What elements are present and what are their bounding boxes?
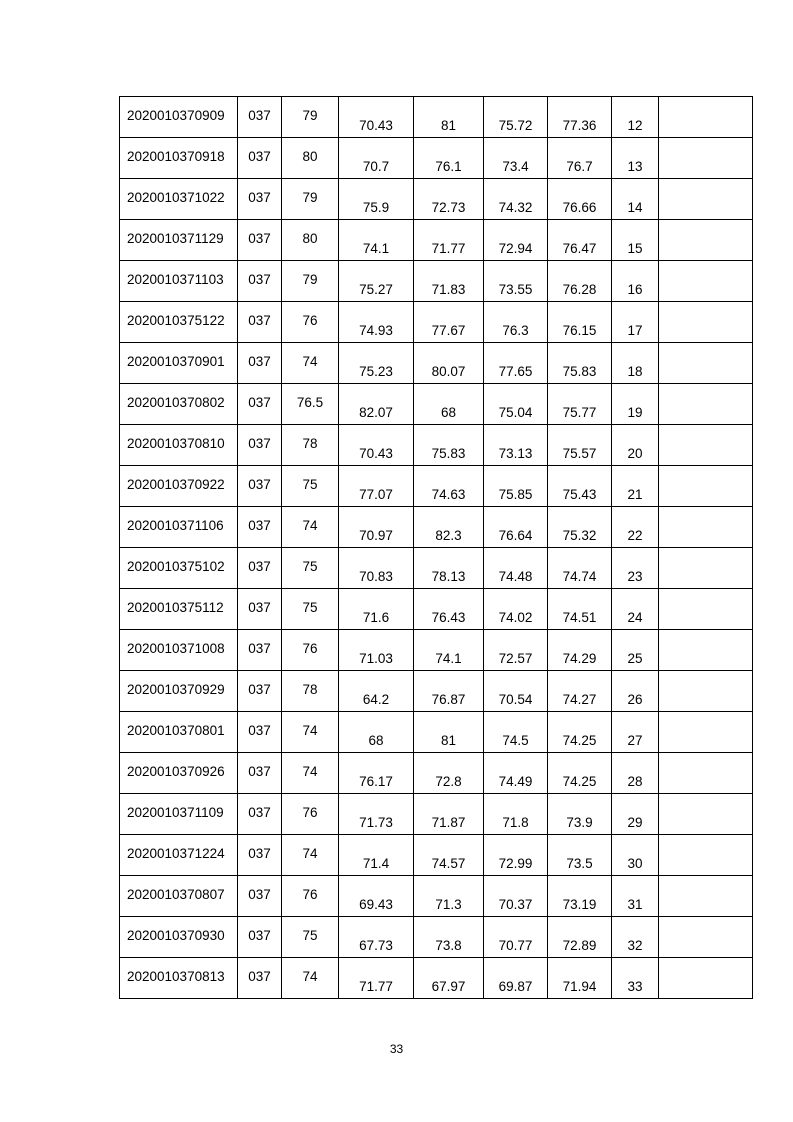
exam-id-cell: 2020010375112 <box>120 589 238 630</box>
score-b-cell: 74.1 <box>339 220 414 261</box>
total-score-cell: 72.89 <box>548 917 612 958</box>
remark-cell <box>659 548 753 589</box>
exam-id-cell: 2020010375102 <box>120 548 238 589</box>
rank-cell: 22 <box>612 507 659 548</box>
rank-cell: 29 <box>612 794 659 835</box>
score-c-cell: 76.1 <box>414 138 484 179</box>
total-score-cell: 74.29 <box>548 630 612 671</box>
score-d-cell: 75.72 <box>484 97 548 138</box>
score-a-cell: 76 <box>282 630 339 671</box>
exam-id-cell: 2020010370810 <box>120 425 238 466</box>
code-cell: 037 <box>238 97 282 138</box>
table-row <box>120 97 753 138</box>
code-cell: 037 <box>238 179 282 220</box>
table-row <box>120 343 753 384</box>
code-cell: 037 <box>238 425 282 466</box>
code-cell: 037 <box>238 384 282 425</box>
score-a-cell: 79 <box>282 97 339 138</box>
total-score-cell: 77.36 <box>548 97 612 138</box>
score-d-cell: 73.55 <box>484 261 548 302</box>
total-score-cell: 76.66 <box>548 179 612 220</box>
remark-cell <box>659 466 753 507</box>
rank-cell: 32 <box>612 917 659 958</box>
score-a-cell: 78 <box>282 425 339 466</box>
score-d-cell: 73.13 <box>484 425 548 466</box>
score-d-cell: 74.49 <box>484 753 548 794</box>
table-row <box>120 220 753 261</box>
table-row <box>120 876 753 917</box>
rank-cell: 16 <box>612 261 659 302</box>
exam-id-cell: 2020010371008 <box>120 630 238 671</box>
remark-cell <box>659 630 753 671</box>
remark-cell <box>659 302 753 343</box>
table-row <box>120 138 753 179</box>
score-c-cell: 71.83 <box>414 261 484 302</box>
exam-id-cell: 2020010371109 <box>120 794 238 835</box>
rank-cell: 24 <box>612 589 659 630</box>
score-a-cell: 76 <box>282 876 339 917</box>
remark-cell <box>659 220 753 261</box>
score-d-cell: 74.02 <box>484 589 548 630</box>
code-cell: 037 <box>238 589 282 630</box>
remark-cell <box>659 507 753 548</box>
score-d-cell: 70.77 <box>484 917 548 958</box>
exam-id-cell: 2020010370926 <box>120 753 238 794</box>
score-a-cell: 79 <box>282 179 339 220</box>
exam-id-cell: 2020010375122 <box>120 302 238 343</box>
score-c-cell: 73.8 <box>414 917 484 958</box>
table-row <box>120 958 753 999</box>
rank-cell: 21 <box>612 466 659 507</box>
rank-cell: 19 <box>612 384 659 425</box>
remark-cell <box>659 917 753 958</box>
total-score-cell: 73.5 <box>548 835 612 876</box>
exam-id-cell: 2020010371022 <box>120 179 238 220</box>
exam-id-cell: 2020010370922 <box>120 466 238 507</box>
total-score-cell: 71.94 <box>548 958 612 999</box>
total-score-cell: 76.7 <box>548 138 612 179</box>
score-b-cell: 75.23 <box>339 343 414 384</box>
score-b-cell: 69.43 <box>339 876 414 917</box>
remark-cell <box>659 753 753 794</box>
table-row <box>120 630 753 671</box>
score-c-cell: 74.63 <box>414 466 484 507</box>
exam-id-cell: 2020010370918 <box>120 138 238 179</box>
total-score-cell: 74.27 <box>548 671 612 712</box>
total-score-cell: 75.83 <box>548 343 612 384</box>
exam-id-cell: 2020010370813 <box>120 958 238 999</box>
code-cell: 037 <box>238 794 282 835</box>
rank-cell: 31 <box>612 876 659 917</box>
table-row <box>120 507 753 548</box>
score-d-cell: 72.99 <box>484 835 548 876</box>
rank-cell: 18 <box>612 343 659 384</box>
score-b-cell: 75.27 <box>339 261 414 302</box>
score-d-cell: 70.37 <box>484 876 548 917</box>
score-b-cell: 77.07 <box>339 466 414 507</box>
table-row <box>120 753 753 794</box>
score-a-cell: 75 <box>282 917 339 958</box>
exam-id-cell: 2020010370807 <box>120 876 238 917</box>
code-cell: 037 <box>238 302 282 343</box>
score-d-cell: 75.85 <box>484 466 548 507</box>
code-cell: 037 <box>238 507 282 548</box>
score-b-cell: 70.43 <box>339 97 414 138</box>
score-a-cell: 74 <box>282 343 339 384</box>
score-d-cell: 72.94 <box>484 220 548 261</box>
score-c-cell: 76.43 <box>414 589 484 630</box>
score-d-cell: 70.54 <box>484 671 548 712</box>
remark-cell <box>659 589 753 630</box>
code-cell: 037 <box>238 343 282 384</box>
score-d-cell: 69.87 <box>484 958 548 999</box>
remark-cell <box>659 876 753 917</box>
rank-cell: 26 <box>612 671 659 712</box>
table-body <box>120 97 753 999</box>
table-row <box>120 671 753 712</box>
exam-id-cell: 2020010370909 <box>120 97 238 138</box>
score-c-cell: 74.57 <box>414 835 484 876</box>
remark-cell <box>659 958 753 999</box>
remark-cell <box>659 712 753 753</box>
code-cell: 037 <box>238 876 282 917</box>
code-cell: 037 <box>238 138 282 179</box>
total-score-cell: 75.43 <box>548 466 612 507</box>
table-row <box>120 384 753 425</box>
score-c-cell: 80.07 <box>414 343 484 384</box>
exam-id-cell: 2020010370801 <box>120 712 238 753</box>
remark-cell <box>659 794 753 835</box>
score-b-cell: 71.73 <box>339 794 414 835</box>
score-a-cell: 76 <box>282 302 339 343</box>
score-a-cell: 74 <box>282 958 339 999</box>
code-cell: 037 <box>238 917 282 958</box>
score-c-cell: 72.73 <box>414 179 484 220</box>
remark-cell <box>659 261 753 302</box>
score-table <box>119 96 753 999</box>
total-score-cell: 74.74 <box>548 548 612 589</box>
table-row <box>120 589 753 630</box>
code-cell: 037 <box>238 753 282 794</box>
total-score-cell: 76.28 <box>548 261 612 302</box>
score-d-cell: 73.4 <box>484 138 548 179</box>
total-score-cell: 73.9 <box>548 794 612 835</box>
table-row <box>120 548 753 589</box>
score-d-cell: 72.57 <box>484 630 548 671</box>
score-d-cell: 75.04 <box>484 384 548 425</box>
score-c-cell: 75.83 <box>414 425 484 466</box>
score-b-cell: 82.07 <box>339 384 414 425</box>
score-b-cell: 71.4 <box>339 835 414 876</box>
page-number: 33 <box>389 1042 404 1056</box>
score-c-cell: 81 <box>414 97 484 138</box>
score-a-cell: 75 <box>282 589 339 630</box>
exam-id-cell: 2020010370901 <box>120 343 238 384</box>
score-d-cell: 74.48 <box>484 548 548 589</box>
table-row <box>120 425 753 466</box>
score-b-cell: 70.97 <box>339 507 414 548</box>
score-a-cell: 80 <box>282 220 339 261</box>
score-c-cell: 71.77 <box>414 220 484 261</box>
exam-id-cell: 2020010371103 <box>120 261 238 302</box>
score-b-cell: 76.17 <box>339 753 414 794</box>
score-d-cell: 74.32 <box>484 179 548 220</box>
remark-cell <box>659 343 753 384</box>
rank-cell: 13 <box>612 138 659 179</box>
score-a-cell: 80 <box>282 138 339 179</box>
remark-cell <box>659 97 753 138</box>
remark-cell <box>659 425 753 466</box>
exam-id-cell: 2020010370930 <box>120 917 238 958</box>
code-cell: 037 <box>238 220 282 261</box>
code-cell: 037 <box>238 835 282 876</box>
score-b-cell: 67.73 <box>339 917 414 958</box>
score-d-cell: 76.3 <box>484 302 548 343</box>
score-b-cell: 70.7 <box>339 138 414 179</box>
total-score-cell: 73.19 <box>548 876 612 917</box>
rank-cell: 17 <box>612 302 659 343</box>
score-c-cell: 77.67 <box>414 302 484 343</box>
score-a-cell: 76 <box>282 794 339 835</box>
code-cell: 037 <box>238 958 282 999</box>
code-cell: 037 <box>238 630 282 671</box>
table-row <box>120 835 753 876</box>
score-b-cell: 74.93 <box>339 302 414 343</box>
remark-cell <box>659 138 753 179</box>
score-b-cell: 64.2 <box>339 671 414 712</box>
score-d-cell: 71.8 <box>484 794 548 835</box>
remark-cell <box>659 835 753 876</box>
code-cell: 037 <box>238 261 282 302</box>
score-c-cell: 67.97 <box>414 958 484 999</box>
score-a-cell: 75 <box>282 466 339 507</box>
table-row <box>120 794 753 835</box>
score-b-cell: 71.03 <box>339 630 414 671</box>
exam-id-cell: 2020010371224 <box>120 835 238 876</box>
total-score-cell: 74.51 <box>548 589 612 630</box>
total-score-cell: 76.47 <box>548 220 612 261</box>
rank-cell: 20 <box>612 425 659 466</box>
score-a-cell: 74 <box>282 507 339 548</box>
score-c-cell: 72.8 <box>414 753 484 794</box>
rank-cell: 28 <box>612 753 659 794</box>
score-b-cell: 75.9 <box>339 179 414 220</box>
score-d-cell: 77.65 <box>484 343 548 384</box>
table-row <box>120 302 753 343</box>
exam-id-cell: 2020010370929 <box>120 671 238 712</box>
remark-cell <box>659 384 753 425</box>
remark-cell <box>659 671 753 712</box>
score-b-cell: 70.43 <box>339 425 414 466</box>
exam-id-cell: 2020010371106 <box>120 507 238 548</box>
code-cell: 037 <box>238 712 282 753</box>
score-b-cell: 68 <box>339 712 414 753</box>
exam-id-cell: 2020010370802 <box>120 384 238 425</box>
rank-cell: 23 <box>612 548 659 589</box>
score-c-cell: 76.87 <box>414 671 484 712</box>
code-cell: 037 <box>238 671 282 712</box>
exam-id-cell: 2020010371129 <box>120 220 238 261</box>
score-a-cell: 74 <box>282 835 339 876</box>
score-d-cell: 74.5 <box>484 712 548 753</box>
score-c-cell: 82.3 <box>414 507 484 548</box>
rank-cell: 33 <box>612 958 659 999</box>
total-score-cell: 74.25 <box>548 712 612 753</box>
score-c-cell: 74.1 <box>414 630 484 671</box>
score-a-cell: 74 <box>282 712 339 753</box>
code-cell: 037 <box>238 548 282 589</box>
score-c-cell: 71.3 <box>414 876 484 917</box>
table-row <box>120 261 753 302</box>
rank-cell: 25 <box>612 630 659 671</box>
table-row <box>120 712 753 753</box>
score-c-cell: 68 <box>414 384 484 425</box>
score-a-cell: 76.5 <box>282 384 339 425</box>
table-row <box>120 466 753 507</box>
score-a-cell: 79 <box>282 261 339 302</box>
score-b-cell: 71.77 <box>339 958 414 999</box>
score-c-cell: 81 <box>414 712 484 753</box>
score-c-cell: 71.87 <box>414 794 484 835</box>
table-row <box>120 917 753 958</box>
total-score-cell: 76.15 <box>548 302 612 343</box>
total-score-cell: 74.25 <box>548 753 612 794</box>
rank-cell: 30 <box>612 835 659 876</box>
score-a-cell: 74 <box>282 753 339 794</box>
score-a-cell: 78 <box>282 671 339 712</box>
score-b-cell: 71.6 <box>339 589 414 630</box>
rank-cell: 27 <box>612 712 659 753</box>
rank-cell: 12 <box>612 97 659 138</box>
rank-cell: 15 <box>612 220 659 261</box>
remark-cell <box>659 179 753 220</box>
code-cell: 037 <box>238 466 282 507</box>
score-d-cell: 76.64 <box>484 507 548 548</box>
score-a-cell: 75 <box>282 548 339 589</box>
total-score-cell: 75.32 <box>548 507 612 548</box>
total-score-cell: 75.77 <box>548 384 612 425</box>
score-c-cell: 78.13 <box>414 548 484 589</box>
total-score-cell: 75.57 <box>548 425 612 466</box>
score-b-cell: 70.83 <box>339 548 414 589</box>
table-row <box>120 179 753 220</box>
rank-cell: 14 <box>612 179 659 220</box>
